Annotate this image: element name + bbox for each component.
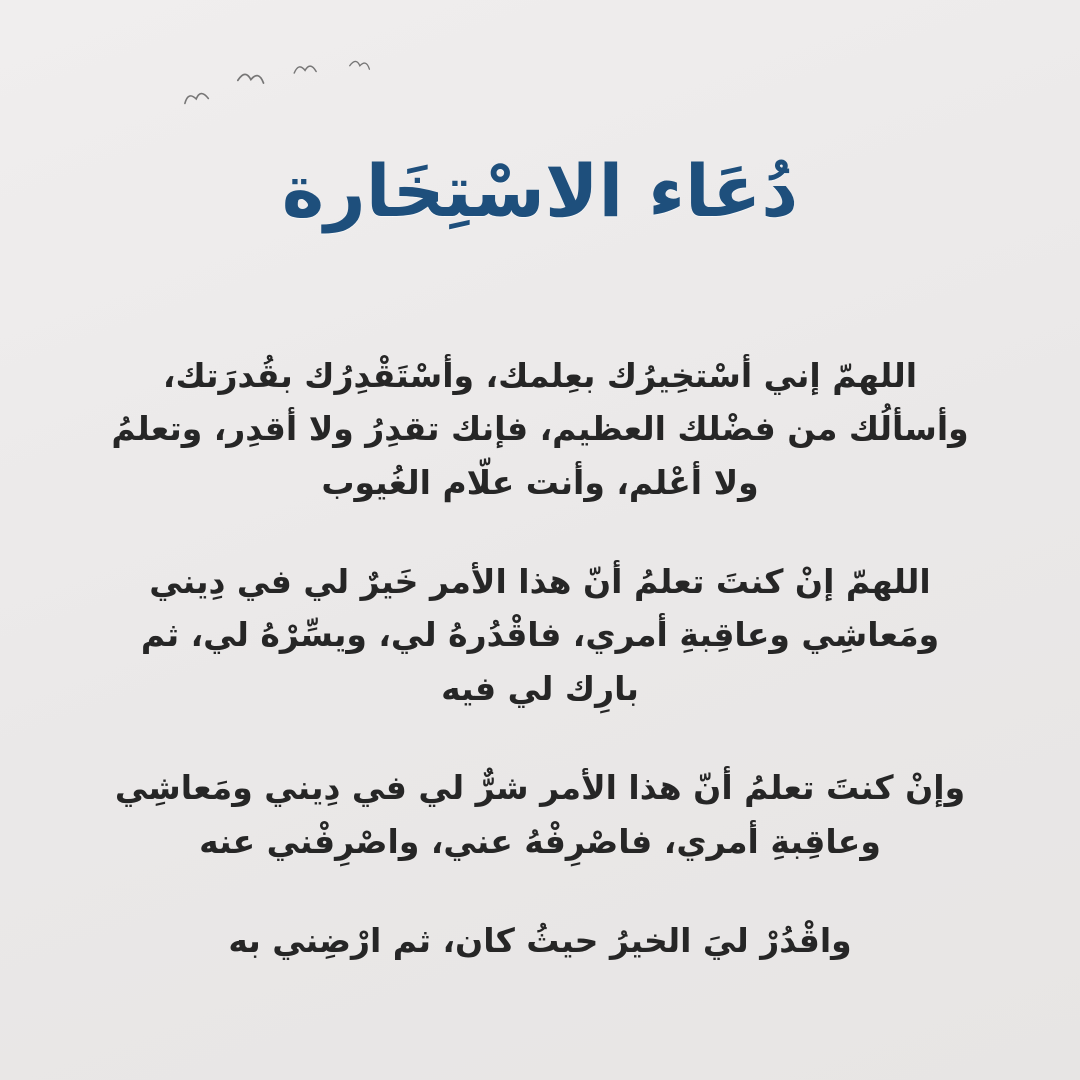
bird-icon [293,63,318,76]
dua-text-body [70,349,1010,968]
bird-decoration-group [0,52,1080,122]
page-title: دُعَاء الاسْتِخَارة [281,149,799,233]
dua-paragraph: اللهمّ إنْ كنتَ تعلمُ أنّ هذا الأمر خَيرٌ لي في دِيني ومَعاشِي وعاقِبةِ أمري، فاقْدُرهُ لي، ويسِّرْهُ لي، ثم بارِك لي فيه [140,561,940,708]
bird-icon [236,71,265,87]
bird-icon [348,58,371,72]
dua-paragraph: اللهمّ إني أسْتخِيرُك بعِلمك، وأسْتَقْدِرُك بقُدرَتك، وأسألُك من فضْلك العظيم، فإنك تقدِرُ ولا أقدِر، وتعلمُ ولا أعْلم، وأنت علّام الغُيوب [111,355,969,502]
dua-paragraph: وإنْ كنتَ تعلمُ أنّ هذا الأمر شرٌّ لي في دِيني ومَعاشِي وعاقِبةِ أمري، فاصْرِفْهُ عني، واصْرِفْني عنه [114,768,966,861]
bird-icon [182,89,210,106]
dua-paragraph: واقْدُرْ ليَ الخيرُ حيثُ كان، ثم ارْضِني به [228,921,852,961]
